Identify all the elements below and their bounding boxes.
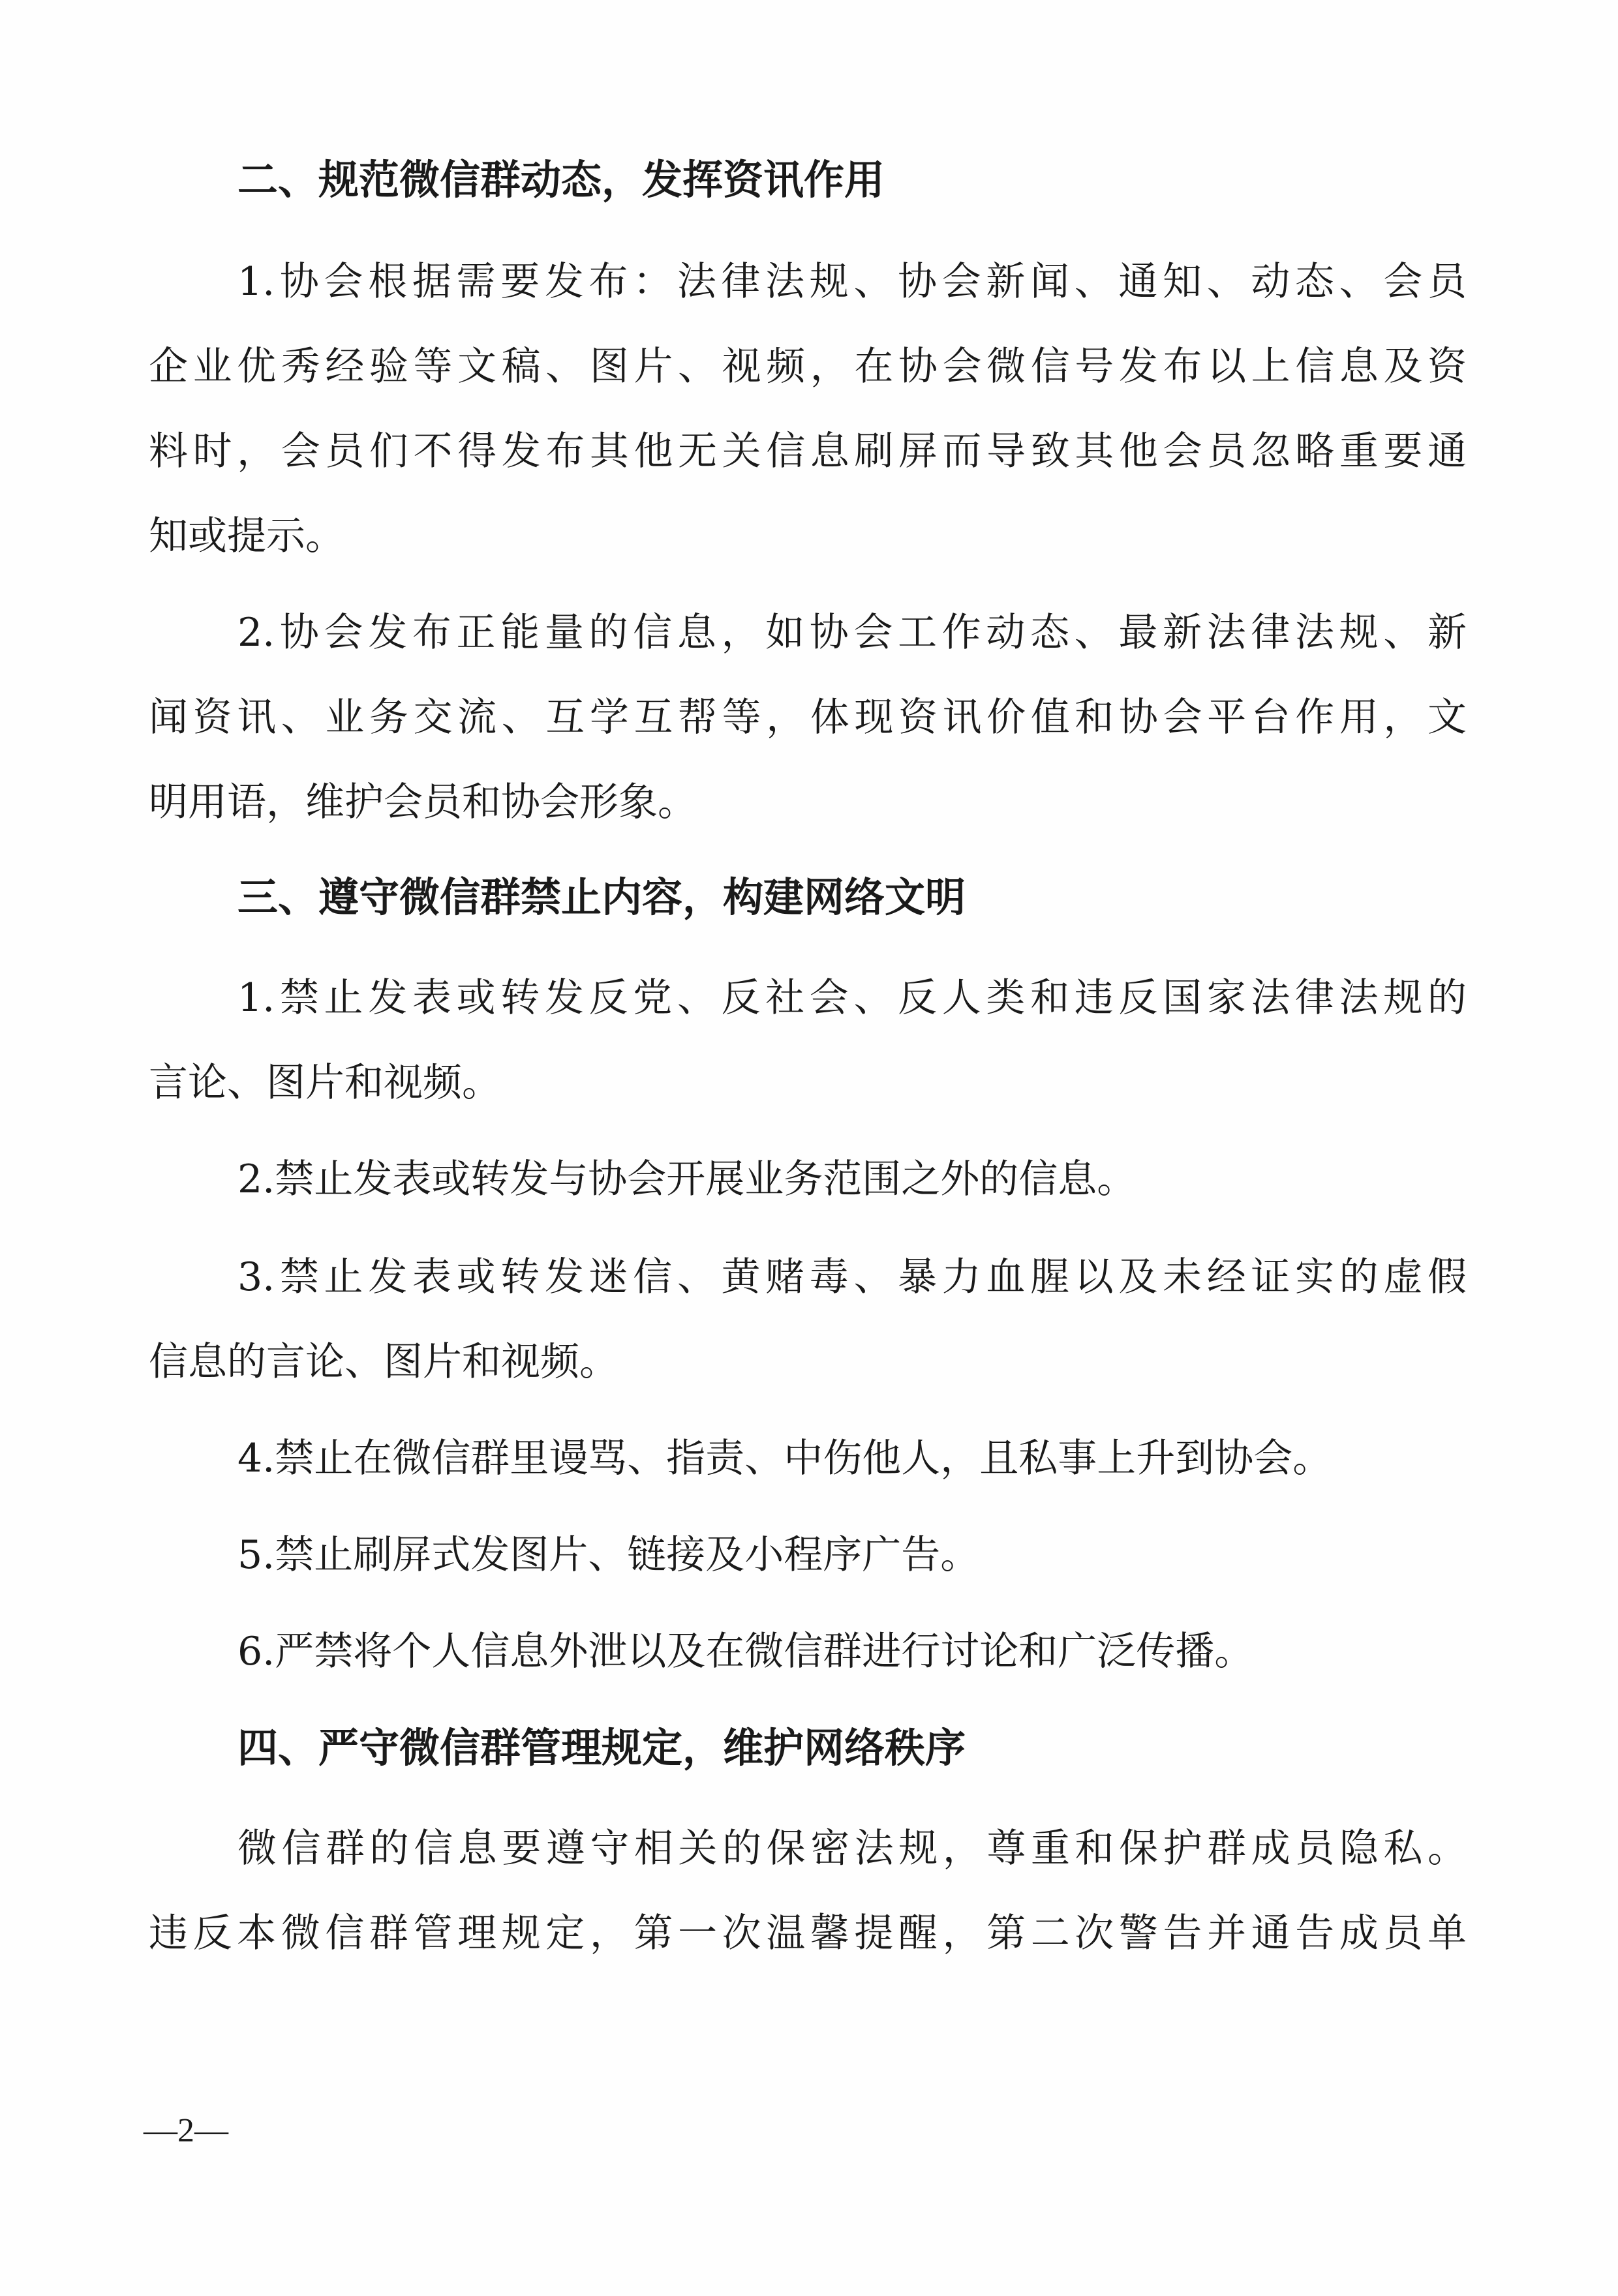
section-2-para-1-line-4: 知或提示。 — [149, 513, 344, 559]
section-3-item-4: 4.禁止在微信群里谩骂、指责、中伤他人，且私事上升到协会。 — [237, 1436, 1332, 1481]
section-2-para-1-line-3: 料时，会员们不得发布其他无关信息刷屏而导致其他会员忽略重要通 — [149, 429, 1467, 474]
section-3-item-1-line-1: 1.禁止发表或转发反党、反社会、反人类和违反国家法律法规的 — [237, 975, 1467, 1021]
section-2-para-2-line-1: 2.协会发布正能量的信息，如协会工作动态、最新法律法规、新 — [237, 610, 1467, 656]
section-2-heading: 二、规范微信群动态，发挥资讯作用 — [237, 156, 885, 204]
section-4-heading: 四、严守微信群管理规定，维护网络秩序 — [237, 1724, 966, 1772]
section-4-para-line-2: 违反本微信群管理规定，第一次温馨提醒，第二次警告并通告成员单 — [149, 1911, 1467, 1956]
section-2-para-1-line-2: 企业优秀经验等文稿、图片、视频，在协会微信号发布以上信息及资 — [149, 344, 1467, 389]
section-3-item-3-line-1: 3.禁止发表或转发迷信、黄赌毒、暴力血腥以及未经证实的虚假 — [237, 1254, 1467, 1300]
section-3-item-5: 5.禁止刷屏式发图片、链接及小程序广告。 — [237, 1532, 980, 1578]
section-3-item-2: 2.禁止发表或转发与协会开展业务范围之外的信息。 — [237, 1156, 1137, 1202]
section-2-para-2-line-2: 闻资讯、业务交流、互学互帮等，体现资讯价值和协会平台作用，文 — [149, 695, 1467, 740]
section-4-para-line-1: 微信群的信息要遵守相关的保密法规，尊重和保护群成员隐私。 — [237, 1826, 1467, 1871]
section-3-item-6: 6.严禁将个人信息外泄以及在微信群进行讨论和广泛传播。 — [237, 1629, 1254, 1674]
section-3-item-3-line-2: 信息的言论、图片和视频。 — [149, 1339, 618, 1385]
section-3-heading: 三、遵守微信群禁止内容，构建网络文明 — [237, 873, 966, 921]
section-2-para-2-line-3: 明用语，维护会员和协会形象。 — [149, 779, 697, 825]
section-2-para-1-line-1: 1.协会根据需要发布：法律法规、协会新闻、通知、动态、会员 — [237, 259, 1467, 305]
page-number: —2— — [144, 2112, 228, 2149]
section-3-item-1-line-2: 言论、图片和视频。 — [149, 1060, 501, 1106]
